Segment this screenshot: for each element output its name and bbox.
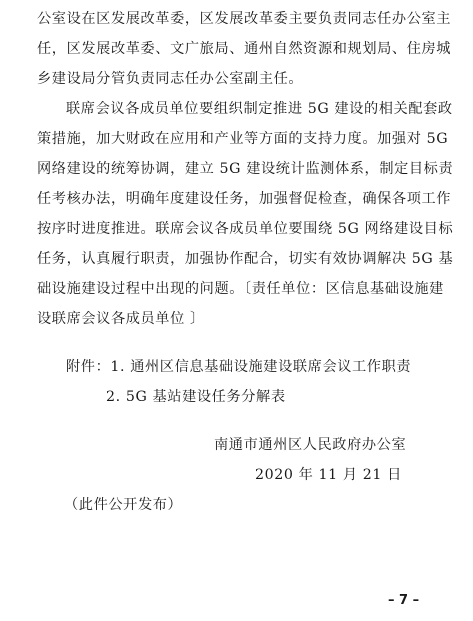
paragraph-2-line-2: 策措施，加大财政在应用和产业等方面的支持力度。加强对 5G: [37, 131, 449, 147]
issue-date: 2020 年 11 月 21 日: [255, 467, 402, 483]
paragraph-2-line-8: 设联席会议各成员单位 〕: [37, 311, 205, 327]
paragraph-2-line-7: 础设施建设过程中出现的问题。〔责任单位：区信息基础设施建: [37, 281, 444, 297]
disclosure-note: （此件公开发布）: [64, 497, 183, 513]
paragraph-1-line-1: 公室设在区发展改革委，区发展改革委主要负责同志任办公室主: [37, 11, 452, 27]
paragraph-2-line-5: 按序时进度推进。联席会议各成员单位要围绕 5G 网络建设目标: [37, 221, 454, 237]
attachment-item-1: 附件：1. 通州区信息基础设施建设联席会议工作职责: [66, 359, 412, 375]
paragraph-2-line-6: 任务，认真履行职责，加强协作配合，切实有效协调解决 5G 基: [37, 251, 454, 267]
paragraph-1-line-3: 乡建设局分管负责同志任办公室副主任。: [37, 71, 304, 87]
paragraph-1-line-2: 任，区发展改革委、文广旅局、通州自然资源和规划局、住房城: [37, 41, 452, 57]
issuer-signature: 南通市通州区人民政府办公室: [214, 437, 407, 453]
page-number: – 7 –: [388, 593, 420, 608]
attachment-item-2: 2. 5G 基站建设任务分解表: [106, 389, 286, 405]
paragraph-2-line-1: 联席会议各成员单位要组织制定推进 5G 建设的相关配套政: [66, 101, 453, 117]
paragraph-2-line-4: 任考核办法，明确年度建设任务，加强督促检查，确保各项工作: [37, 191, 452, 207]
paragraph-2-line-3: 网络建设的统筹协调，建立 5G 建设统计监测体系，制定目标责: [37, 161, 454, 177]
